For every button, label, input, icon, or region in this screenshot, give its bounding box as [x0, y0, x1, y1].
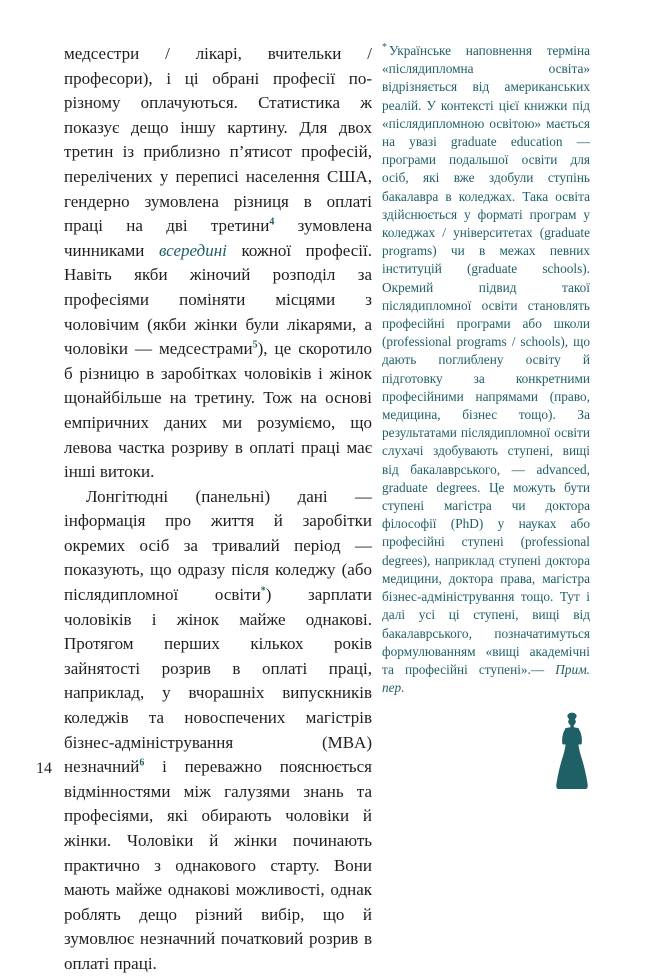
footnote-text: * Українське наповнення терміна «післядипломна освіта» відрізняється від американських реалій. У контексті цієї книжки під «післядипломною освітою» мається на увазі graduate education — програми подальшої освіти для осіб, які вже здобули ступінь бакалавра в коледжах. Така освіта здійснюється у форматі програм у коледжах / університетах (graduate programs) чи в межах певних інституцій (graduate schools). Окремий підвид такої післядипломної освіти становлять професійні програми або школи (professional programs / schools), що дають поглиблену освіту й підготовку за конкретними професійними напрямами (право, медицина, бізнес тощо). За результатами післядипломної освіти слухачі здобувають ступені, вищі від бакалаврського, — advanced, graduate degrees. Це можуть бути ступені магістра чи доктора філософії (PhD) у науках або професійні ступені (professional degrees), наприклад ступені доктора медицини, доктора права, магістра бізнес-адміністрування тощо. Тут і далі усі ці ступені, вищі від бакалаврського, позначатимуться формулюванням «вищі академічні та професійні ступені».— Прим. пер.: [382, 41, 591, 696]
footnote-column: [382, 42, 590, 697]
paragraph-1: медсестри / лікарі, вчительки / професори), і ці обрані професії по-різному оплачуються. Статистика ж показує дещо іншу картину. Для двох третин із приблизно п’ятисот професій, перелічених у переписі населення США, гендерно зумовлена різниця в оплаті праці на дві третини$^4$ зумовлена чинниками всередині кожної професії. Навіть якби жіночий розподіл за професіями поміняти місцями з чоловічим (якби жінки були лікарями, а чоловіки — медсестрами$^5$), це скоротило б різницю в заробітках чоловіків і жінок щонайбільше на третину. Тож на основі емпіричних даних ми розуміємо, що левова частка розриву в оплаті праці має інші витоки.: [64, 44, 372, 482]
footnote-ref-asterisk[interactable]: *: [260, 585, 266, 597]
woman-silhouette-icon: [552, 712, 592, 790]
page-number: 14: [36, 760, 52, 777]
endnote-ref-4[interactable]: 4: [269, 216, 275, 228]
emphasis-inside: всередині: [158, 240, 227, 260]
endnote-ref-5[interactable]: 5: [252, 339, 258, 351]
translator-note-signature: Прим. пер.: [382, 661, 591, 696]
main-text-column: [64, 42, 372, 977]
footnote-marker: *: [382, 41, 387, 53]
endnote-ref-6[interactable]: 6: [139, 757, 145, 769]
paragraph-2: Лонгітюдні (панельні) дані — інформація про життя й заробітки окремих осіб за тривалий період — показують, що одразу після коледжу (або післядипломної освіти*) зарплати чоловіків і жінок майже однакові. Протягом перших кількох років зайнятості розрив в оплаті праці, наприклад, у вчорашніх випускників коледжів та новоспечених магістрів бізнес-адміністрування (MBA) незначний$^6$ і переважно пояснюється відмінностями між галузями знань та професіями, які обирають чоловіки й жінки. Чоловіки й жінки починають практично з однакового старту. Вони мають майже однакові можливості, однак роблять дещо різний вибір, що й зумовлює незначний початковий розрив в оплаті праці.: [64, 486, 373, 973]
